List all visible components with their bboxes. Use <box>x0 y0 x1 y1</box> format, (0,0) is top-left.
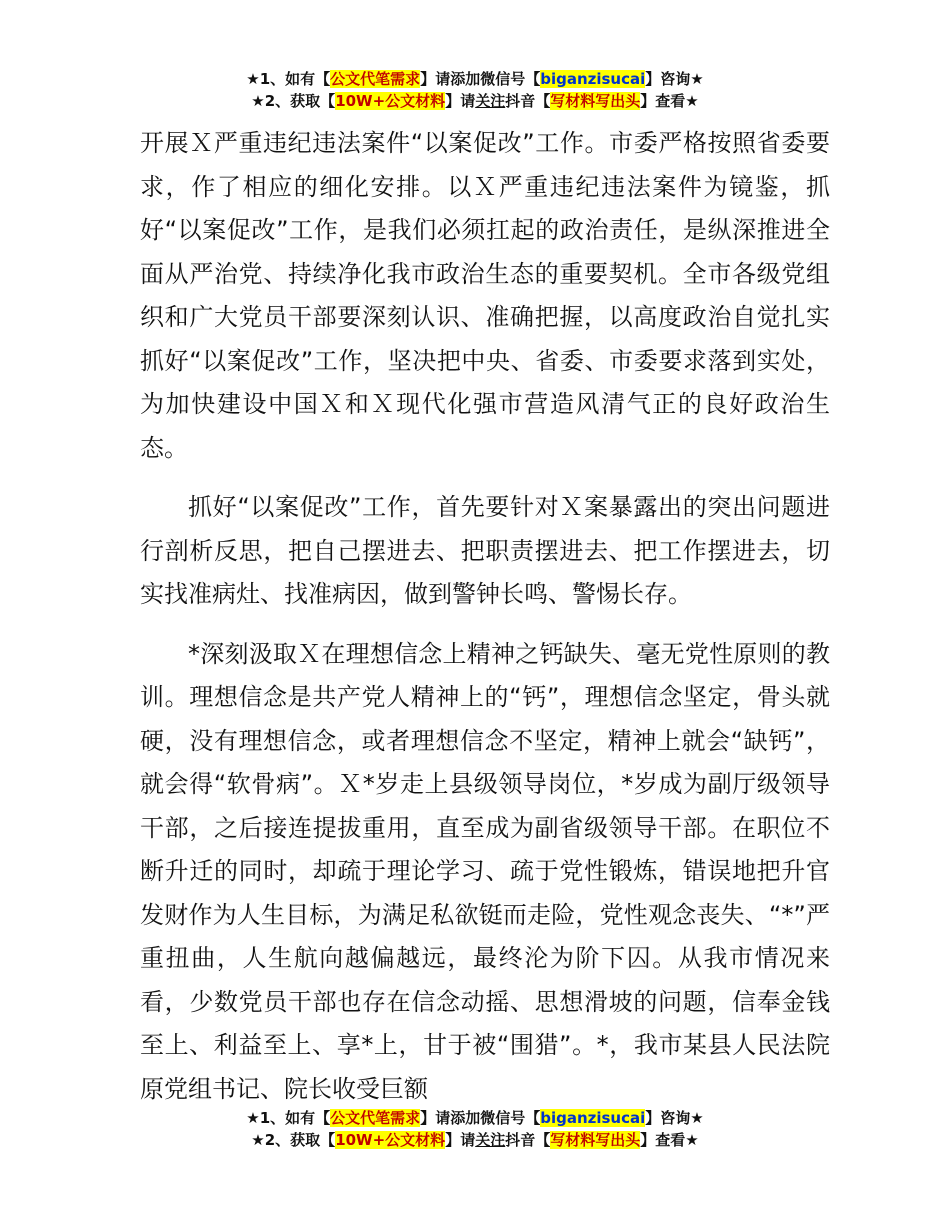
banner-line-1 <box>0 1107 950 1129</box>
banner-text: 】查看★ <box>640 92 699 110</box>
paragraph-2: 抓好“以案促改”工作，首先要针对Ｘ案暴露出的突出问题进行剖析反思，把自己摆进去、把职责摆进去、把工作摆进去，切实找准病灶、找准病因，做到警钟长鸣、警惕长存。 <box>140 493 830 608</box>
banner-highlight-wechat: biganzisucai <box>540 70 646 88</box>
banner-text: 】请添加微信号【 <box>420 1109 541 1127</box>
banner-text: 】请 <box>445 1131 476 1149</box>
paragraph-3: *深刻汲取Ｘ在理想信念上精神之钙缺失、毫无党性原则的教训。理想信念是共产党人精神上的“钙”，理想信念坚定，骨头就硬，没有理想信念，或者理想信念不坚定，精神上就会“缺钙”，就会得“软骨病”。Ｘ*岁走上县级领导岗位，*岁成为副厅级领导干部，之后接连提拔重用，直至成为副省级领导干部。在职位不断升迁的同时，却疏于理论学习、疏于党性锻炼，错误地把升官发财作为人生目标，为满足私欲铤而走险，党性观念丧失、“*”严重扭曲，人生航向越偏越远，最终沦为阶下囚。从我市情况来看，少数党员干部也存在信念动摇、思想滑坡的问题，信奉金钱至上、利益至上、享*上，甘于被“围猎”。*，我市某县人民法院原党组书记、院长收受巨额 <box>140 639 830 1103</box>
banner-highlight-materials: 10W+公文材料 <box>335 92 446 110</box>
banner-text: ★2、获取【 <box>251 92 336 110</box>
banner-text: 】查看★ <box>640 1131 699 1149</box>
banner-highlight-account: 写材料写出头 <box>550 1131 641 1149</box>
banner-text: 】咨询★ <box>645 1109 704 1127</box>
banner-text: 抖音【 <box>505 1131 551 1149</box>
banner-line-2 <box>0 90 950 112</box>
banner-underline-follow: 关注 <box>475 92 506 110</box>
header-banner <box>0 68 950 112</box>
banner-highlight-service: 公文代笔需求 <box>330 70 421 88</box>
banner-highlight-wechat: biganzisucai <box>540 1109 646 1127</box>
banner-text: 】请 <box>445 92 476 110</box>
banner-underline-follow: 关注 <box>475 1131 506 1149</box>
banner-text: ★2、获取【 <box>251 1131 336 1149</box>
banner-text: ★1、如有【 <box>246 70 331 88</box>
banner-highlight-account: 写材料写出头 <box>550 92 641 110</box>
banner-highlight-materials: 10W+公文材料 <box>335 1131 446 1149</box>
banner-highlight-service: 公文代笔需求 <box>330 1109 421 1127</box>
banner-text: 抖音【 <box>505 92 551 110</box>
paragraph-1: 开展Ｘ严重违纪违法案件“以案促改”工作。市委严格按照省委要求，作了相应的细化安排。以Ｘ严重违纪违法案件为镜鉴，抓好“以案促改”工作，是我们必须扛起的政治责任，是纵深推进全面从严治党、持续净化我市政治生态的重要契机。全市各级党组织和广大党员干部要深刻认识、准确把握，以高度政治自觉扎实抓好“以案促改”工作，坚决把中央、省委、市委要求落到实处，为加快建设中国Ｘ和Ｘ现代化强市营造风清气正的良好政治生态。 <box>140 129 830 462</box>
banner-text: 】咨询★ <box>645 70 704 88</box>
banner-text: ★1、如有【 <box>246 1109 331 1127</box>
banner-line-2 <box>0 1129 950 1151</box>
banner-text: 】请添加微信号【 <box>420 70 541 88</box>
document-body <box>140 122 830 1111</box>
footer-banner <box>0 1107 950 1151</box>
banner-line-1 <box>0 68 950 90</box>
